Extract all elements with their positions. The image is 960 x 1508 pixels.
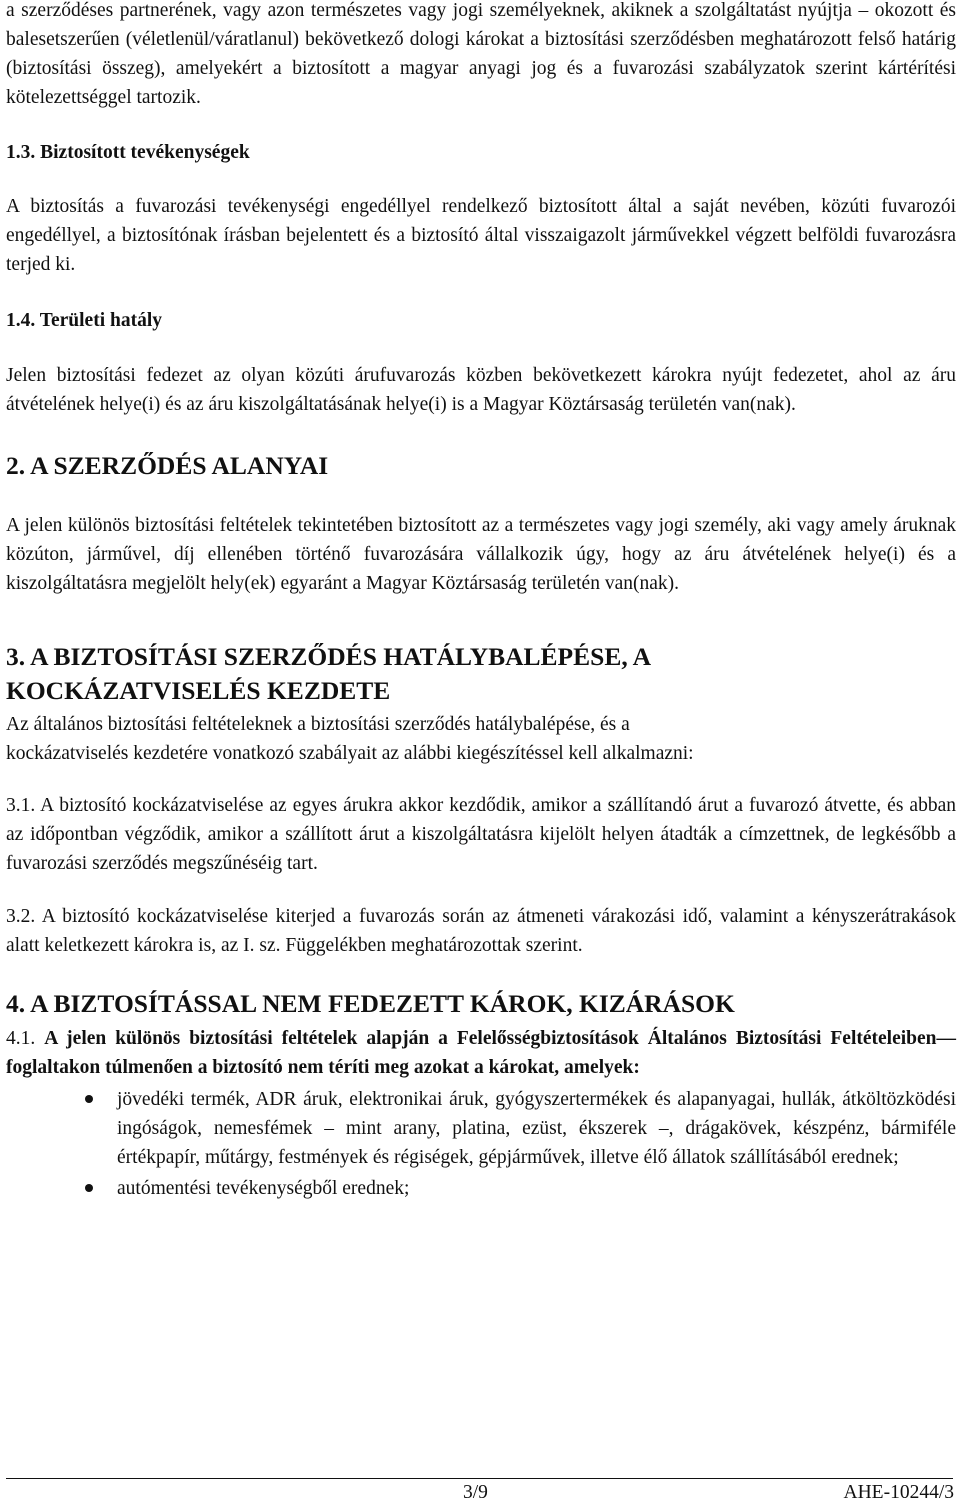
section-1-4-body: Jelen biztosítási fedezet az olyan közúti árufuvarozás közben bekövetkezett károkra nyújt fedezetet, ahol az áru átvételének helye(i) és az áru kiszolgáltatásának helye(i) is a Magyar Köztársaság területén van(nak). bbox=[6, 365, 956, 415]
section-4-1-text: A jelen különös biztosítási feltételek alapján a Felelősségbiztosítások Általános Biztosítási Feltételeiben— foglaltakon túlmenően a biztosító nem téríti meg azokat a károkat, amelyek: bbox=[6, 1028, 956, 1078]
section-4-1-paragraph bbox=[6, 1024, 956, 1082]
exclusion-list bbox=[6, 1085, 956, 1203]
section-4-1-number: 4.1. bbox=[6, 1028, 36, 1049]
section-3-heading-line1: 3. A BIZTOSÍTÁSI SZERZŐDÉS HATÁLYBALÉPÉSE, A bbox=[6, 642, 652, 671]
section-2-heading: 2. A SZERZŐDÉS ALANYAI bbox=[6, 451, 329, 480]
section-3-heading-line2: KOCKÁZATVISELÉS KEZDETE bbox=[6, 676, 391, 705]
section-3-1-body: 3.1. A biztosító kockázatviselése az egyes árukra akkor kezdődik, amikor a szállítandó árut a fuvarozó átvette, és abban az időpontban végződik, amikor a szállított árut a kiszolgáltatásra kijelölt helyen átadták a címzettnek, de legkésőbb a fuvarozási szerződés megszűnéséig tart. bbox=[6, 795, 956, 874]
list-item bbox=[6, 1174, 956, 1203]
section-1-3-heading: 1.3. Biztosított tevékenységek bbox=[6, 142, 250, 163]
section-3-intro-line2: kockázatviselés kezdetére vonatkozó szabályait az alábbi kiegészítéssel kell alkalmazni: bbox=[6, 743, 694, 764]
section-2-body: A jelen különös biztosítási feltételek tekintetében biztosított az a természetes vagy jogi személy, aki vagy amely áruknak közúton, járművel, díj ellenében történő fuvarozására vállalkozik úgy, hogy az áru átvételének helye(i) és a kiszolgáltatásra megjelölt hely(ek) egyaránt a Magyar Köztársaság területén van(nak). bbox=[6, 515, 956, 594]
section-3-intro-line1: Az általános biztosítási feltételeknek a biztosítási szerződés hatálybalépése, és a bbox=[6, 714, 630, 735]
section-1-3-body: A biztosítás a fuvarozási tevékenységi engedéllyel rendelkező biztosított által a saját nevében, közúti fuvarozói engedéllyel, a biztosítónak írásban bejelentett és a biztosító által visszaigazolt járművekkel végzett belföldi fuvarozásra terjed ki. bbox=[6, 196, 956, 275]
document-page bbox=[6, 0, 956, 1203]
section-4-heading: 4. A BIZTOSÍTÁSSAL NEM FEDEZETT KÁROK, KIZÁRÁSOK bbox=[6, 989, 735, 1018]
section-3-heading bbox=[6, 640, 956, 708]
document-reference: AHE-10244/3 bbox=[843, 1482, 954, 1503]
bullet-icon bbox=[85, 1095, 93, 1103]
page-number: 3/9 bbox=[463, 1482, 488, 1503]
list-item-text: jövedéki termék, ADR áruk, elektronikai áruk, gyógyszertermékek és alapanyagai, hullák, átköltözködési ingóságok, nemesfémek – mint arany, platina, ezüst, ékszerek –, drágakövek, készpénz, bármiféle értékpapír, műtárgy, festmények és régiségek, gépjárművek, illetve élő állatok szállításából erednek; bbox=[117, 1089, 956, 1168]
list-item-text: autómentési tevékenységből erednek; bbox=[117, 1178, 410, 1199]
list-item bbox=[6, 1085, 956, 1172]
bullet-icon bbox=[85, 1184, 93, 1192]
section-1-4-heading: 1.4. Területi hatály bbox=[6, 310, 163, 331]
intro-paragraph: a szerződéses partnerének, vagy azon természetes vagy jogi személyeknek, akiknek a szolgáltatást nyújtja – okozott és balesetszerűen (véletlenül/váratlanul) bekövetkező dologi károkat a biztosítási szerződésben meghatározott felső határig (biztosítási összeg), amelyekért a biztosított a magyar anyagi jog és a fuvarozási szabályzatok szerint kártérítési kötelezettséggel tartozik. bbox=[6, 0, 956, 108]
section-3-2-body: 3.2. A biztosító kockázatviselése kiterjed a fuvarozás során az átmeneti várakozási idő, valamint a kényszerátrakások alatt keletkezett károkra is, az I. sz. Függelékben meghatározottak szerint. bbox=[6, 906, 956, 956]
section-3-intro bbox=[6, 710, 956, 768]
